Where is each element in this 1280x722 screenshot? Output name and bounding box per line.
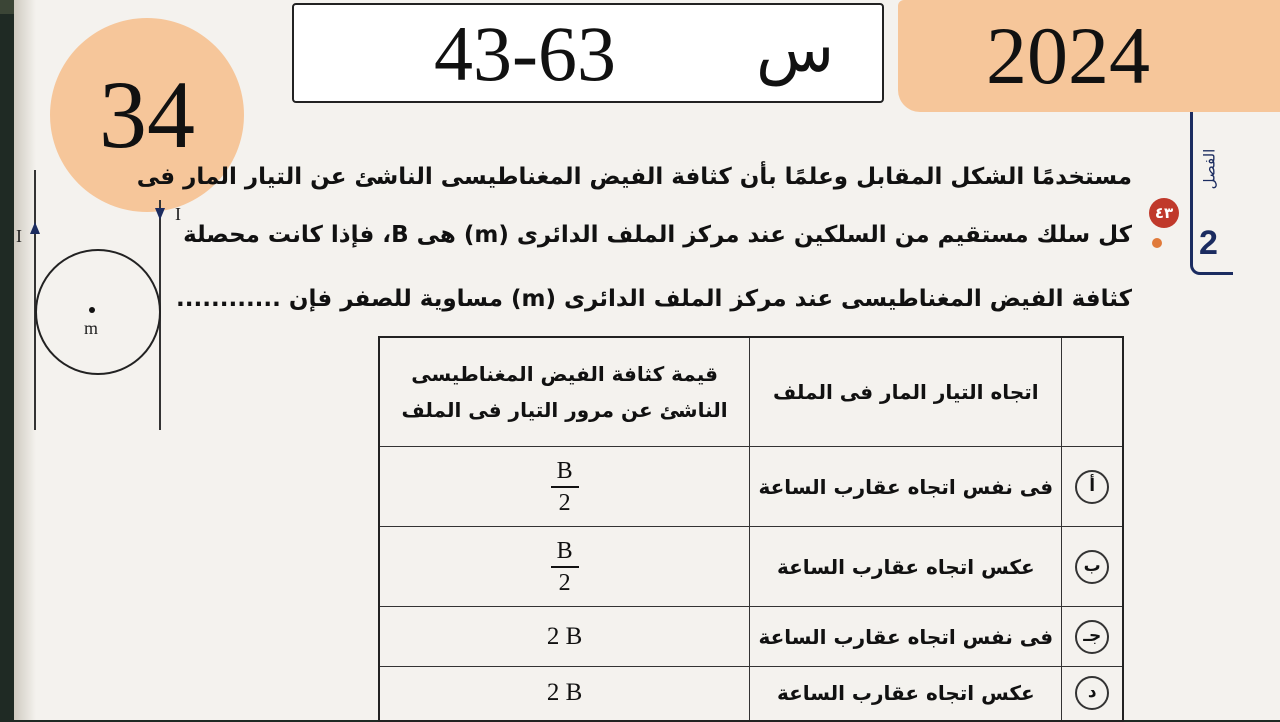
fraction-numerator: B: [551, 456, 579, 488]
answer-table: [378, 336, 1124, 722]
year-label: 2024: [986, 10, 1150, 101]
table-row[interactable]: [379, 667, 1123, 721]
right-wire-arrow: [155, 208, 165, 220]
header-option: [1062, 337, 1123, 447]
row-option[interactable]: [1062, 667, 1123, 721]
question-range-box: [292, 3, 884, 103]
header-direction: اتجاه التيار المار فى الملف: [750, 337, 1062, 447]
fraction-denominator: 2: [558, 569, 571, 596]
coil-center-point: [89, 307, 95, 313]
circular-coil: [36, 250, 160, 374]
table-row[interactable]: [379, 527, 1123, 607]
year-banner: [898, 0, 1280, 112]
table-row[interactable]: [379, 607, 1123, 667]
fraction: [551, 456, 579, 518]
table-row[interactable]: [379, 447, 1123, 527]
row-value: 2 B: [379, 667, 750, 721]
row-value: [379, 447, 750, 527]
row-direction: عكس اتجاه عقارب الساعة: [750, 667, 1062, 721]
row-value: 2 B: [379, 607, 750, 667]
row-direction: عكس اتجاه عقارب الساعة: [750, 527, 1062, 607]
row-direction: فى نفس اتجاه عقارب الساعة: [750, 447, 1062, 527]
row-option[interactable]: [1062, 607, 1123, 667]
row-option[interactable]: [1062, 527, 1123, 607]
question-number-badge: ٤٣: [1149, 198, 1179, 228]
header-value: قيمة كثافة الفيض المغناطيسى الناشئ عن مرور التيار فى الملف: [379, 337, 750, 447]
left-wire-label: I: [16, 226, 22, 246]
decorative-dot: [1152, 238, 1162, 248]
chapter-tab: [1190, 112, 1233, 275]
left-wire-arrow: [30, 222, 40, 234]
fraction-numerator: B: [551, 536, 579, 568]
question-prefix: س: [756, 13, 835, 87]
option-marker[interactable]: ب: [1075, 550, 1109, 584]
right-wire-label: I: [175, 204, 181, 224]
question-range: 43-63: [434, 10, 616, 97]
question-line-2: كل سلك مستقيم من السلكين عند مركز الملف الدائرى (m) هى B، فإذا كانت محصلة: [183, 222, 1132, 248]
chapter-label: الفصل: [1200, 148, 1219, 190]
question-line-3: كثافة الفيض المغناطيسى عند مركز الملف الدائرى (m) مساوية للصفر فإن ............: [176, 286, 1132, 312]
fraction-denominator: 2: [558, 489, 571, 516]
option-marker[interactable]: جـ: [1075, 620, 1109, 654]
row-option[interactable]: [1062, 447, 1123, 527]
fraction: [551, 536, 579, 598]
row-value: [379, 527, 750, 607]
row-direction: فى نفس اتجاه عقارب الساعة: [750, 607, 1062, 667]
table-header-row: [379, 337, 1123, 447]
page-number: 34: [99, 61, 195, 168]
option-marker[interactable]: أ: [1075, 470, 1109, 504]
question-line-1: مستخدمًا الشكل المقابل وعلمًا بأن كثافة الفيض المغناطيسى الناشئ عن التيار المار فى: [136, 164, 1132, 190]
option-marker[interactable]: د: [1075, 676, 1109, 710]
chapter-number: 2: [1199, 224, 1218, 262]
center-label: m: [84, 318, 99, 338]
